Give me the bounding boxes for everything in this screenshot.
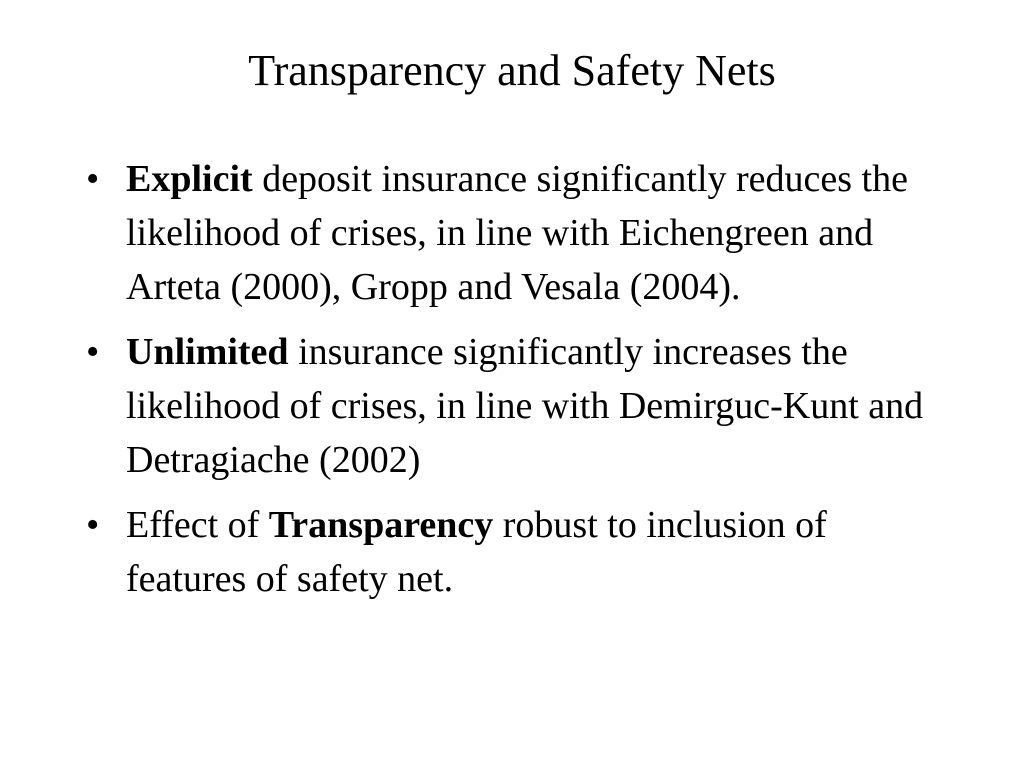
bullet-bold-term: Explicit bbox=[126, 158, 253, 200]
bullet-text-after: insurance significantly increases the likelihood of crises, in line with Demirguc-Kunt and Detragiache (2002) bbox=[126, 331, 924, 481]
bullet-item-unlimited bbox=[82, 325, 952, 487]
bullet-item-transparency bbox=[82, 498, 952, 606]
bullet-text-before: Effect of bbox=[126, 504, 269, 546]
bullet-bold-term: Unlimited bbox=[126, 331, 289, 373]
bullet-marker: • bbox=[86, 331, 100, 373]
bullet-text-after: deposit insurance significantly reduces the likelihood of crises, in line with Eichengreen and Arteta (2000), Gropp and Vesala (2004). bbox=[126, 158, 908, 308]
slide-title: Transparency and Safety Nets bbox=[248, 46, 776, 95]
bullet-bold-term: Transparency bbox=[268, 504, 494, 546]
bullet-text-after: robust to inclusion of features of safety net. bbox=[126, 504, 827, 600]
bullet-marker: • bbox=[86, 504, 100, 546]
bullet-marker: • bbox=[86, 158, 100, 200]
bullet-list bbox=[82, 152, 952, 617]
bullet-item-explicit bbox=[82, 152, 952, 314]
